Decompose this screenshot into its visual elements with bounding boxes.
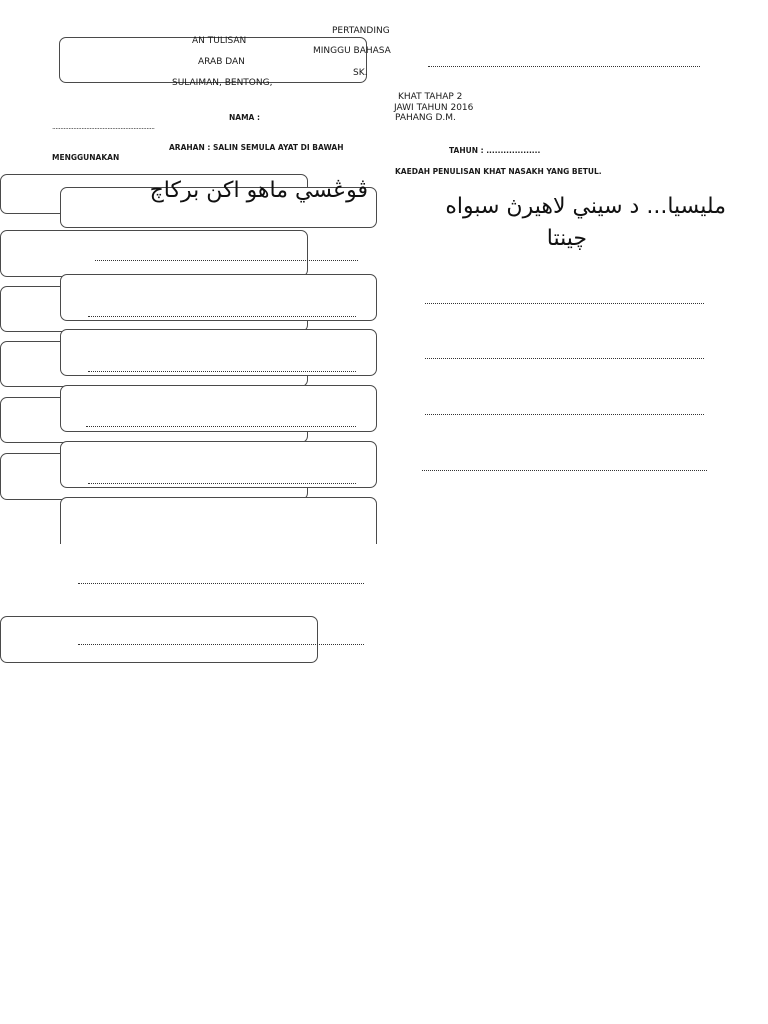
writing-box-5[interactable] [60, 441, 377, 488]
answer-line-right-4[interactable] [422, 470, 707, 471]
writing-box-6[interactable] [60, 497, 377, 544]
header-sulaiman-bentong: SULAIMAN, BENTONG, [172, 78, 273, 88]
answer-line-left-4[interactable] [86, 426, 356, 427]
answer-line-left-2[interactable] [88, 316, 356, 317]
answer-line-right-1[interactable] [425, 303, 704, 304]
nama-label: NAMA : [229, 113, 260, 122]
back-box-2 [0, 230, 308, 277]
answer-line-left-5[interactable] [88, 483, 356, 484]
answer-line-bottom-2[interactable] [78, 644, 364, 645]
answer-line-bottom-1[interactable] [78, 583, 364, 584]
writing-box-3[interactable] [60, 329, 377, 376]
tahun-label: TAHUN : ................... [449, 146, 541, 155]
header-jawi-tahun: JAWI TAHUN 2016 [394, 103, 474, 113]
kaedah-text: KAEDAH PENULISAN KHAT NASAKH YANG BETUL. [395, 167, 602, 176]
arabic-sentence-right-line2: چينتا [546, 226, 587, 251]
header-arab-dan: ARAB DAN [198, 57, 245, 67]
arabic-sentence-left: ڤوڠسي ماهو اكن بركاچ [149, 178, 368, 203]
header-pertanding: PERTANDING [332, 26, 390, 36]
answer-line-right-3[interactable] [425, 414, 704, 415]
header-answer-line [428, 66, 700, 67]
arahan-text: ARAHAN : SALIN SEMULA AYAT DI BAWAH [169, 143, 344, 152]
arabic-sentence-right-line1: مليسيا... د سيني لاهيرڽ سبواه [445, 194, 726, 219]
header-khat-tahap: KHAT TAHAP 2 [398, 92, 463, 102]
menggunakan-text: MENGGUNAKAN [52, 153, 120, 162]
header-sk: SK. [353, 68, 368, 78]
header-minggu-bahasa: MINGGU BAHASA [313, 46, 391, 56]
writing-box-4[interactable] [60, 385, 377, 432]
nama-input-line[interactable]: ............................................................... [52, 123, 155, 131]
answer-line-right-2[interactable] [425, 358, 704, 359]
header-pahang: PAHANG D.M. [395, 113, 456, 123]
header-an-tulisan: AN TULISAN [192, 36, 247, 46]
answer-line-left-3[interactable] [88, 371, 356, 372]
bottom-box[interactable] [0, 616, 318, 663]
writing-box-2[interactable] [60, 274, 377, 321]
answer-line-left-1[interactable] [95, 260, 358, 261]
